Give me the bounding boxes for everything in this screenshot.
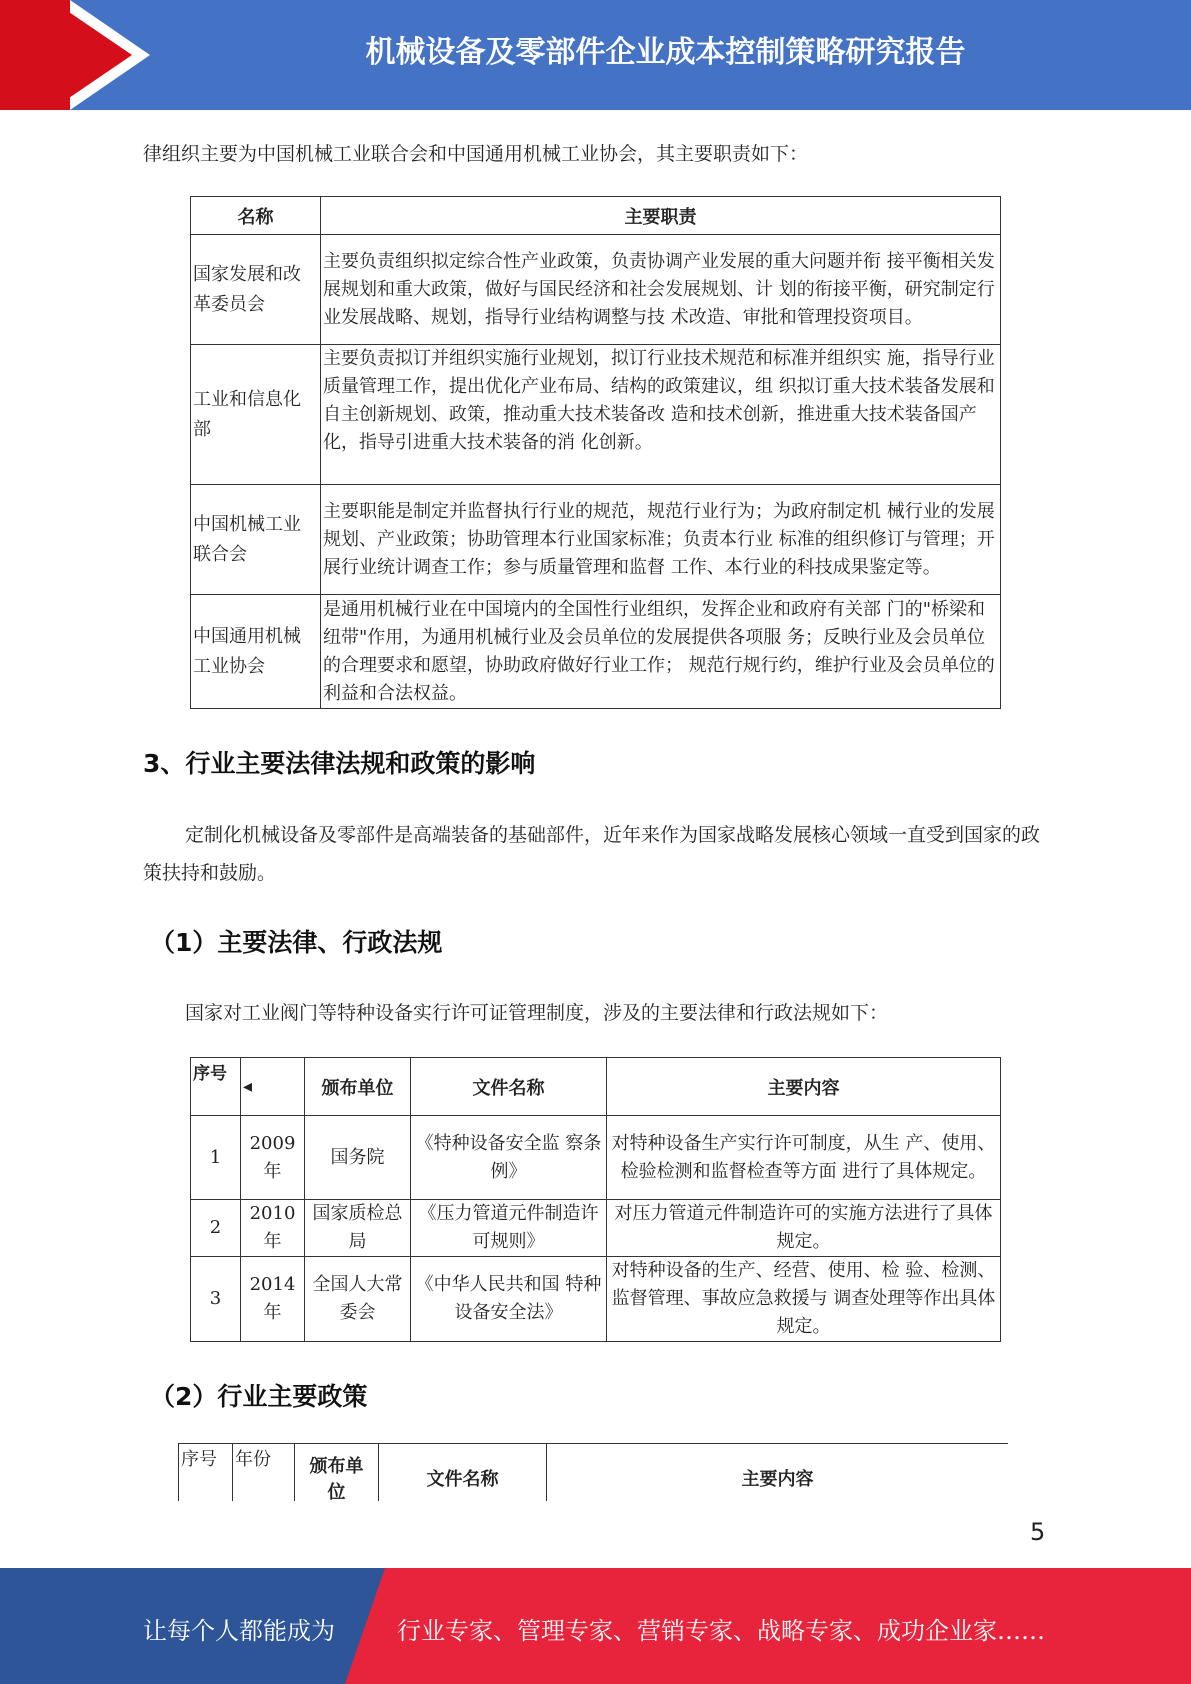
org-duty: 主要负责组织拟定综合性产业政策，负责协调产业发展的重大问题并衔 接平衡相关发展规划和重大政策，做好与国民经济和社会发展规划、计 划的衔接平衡，研究制定行业发展战略、规划，指导行业结构调整与技 术改造、审批和管理投资项目。 xyxy=(321,235,1001,345)
table-header-row xyxy=(191,1058,1001,1116)
table-row xyxy=(191,235,1001,345)
law-table xyxy=(190,1057,1001,1342)
cell-doc: 《中华人民共和国 特种设备安全法》 xyxy=(411,1257,607,1342)
cell-no: 3 xyxy=(191,1257,241,1342)
intro-paragraph: 律组织主要为中国机械工业联合会和中国通用机械工业协会，其主要职责如下： xyxy=(143,143,809,165)
subsection-heading: （1）主要法律、行政法规 xyxy=(150,928,443,957)
col-header-org: 颁布单位 xyxy=(305,1058,411,1116)
cell-year: 2010年 xyxy=(241,1200,305,1257)
policy-table xyxy=(178,1443,1008,1501)
table-row xyxy=(191,1116,1001,1200)
table-row xyxy=(191,345,1001,485)
org-table xyxy=(190,196,1001,709)
subsection-intro: 国家对工业阀门等特种设备实行许可证管理制度，涉及的主要法律和行政法规如下： xyxy=(185,1002,889,1024)
policy-table-clip xyxy=(178,1443,1008,1501)
cell-year: 2009年 xyxy=(241,1116,305,1200)
header-mark-icon: ◂ xyxy=(243,1076,253,1097)
col-header-name: 名称 xyxy=(191,197,321,235)
cell-org: 全国人大常委会 xyxy=(305,1257,411,1342)
table-header-row xyxy=(191,197,1001,235)
section-heading: 3、行业主要法律法规和政策的影响 xyxy=(143,749,536,778)
subsection-heading: （2）行业主要政策 xyxy=(150,1382,368,1411)
col-header-duty: 主要职责 xyxy=(321,197,1001,235)
table-row xyxy=(191,485,1001,595)
table-row xyxy=(191,1200,1001,1257)
report-title: 机械设备及零部件企业成本控制策略研究报告 xyxy=(365,35,966,70)
org-name: 中国通用机械工业协会 xyxy=(191,595,321,709)
cell-content: 对特种设备生产实行许可制度，从生 产、使用、检验检测和监督检查等方面 进行了具体规定。 xyxy=(607,1116,1001,1200)
col-header-no: 序号 xyxy=(179,1444,233,1502)
org-name: 工业和信息化部 xyxy=(191,345,321,485)
section-body: 定制化机械设备及零部件是高端装备的基础部件，近年来作为国家战略发展核心领域一直受到国家的政策扶持和鼓励。 xyxy=(143,824,1041,884)
col-header-content: 主要内容 xyxy=(547,1444,1009,1502)
header-arrow-icon xyxy=(66,10,132,100)
cell-org: 国家质检总局 xyxy=(305,1200,411,1257)
cell-doc: 《特种设备安全监 察条例》 xyxy=(411,1116,607,1200)
col-header-no: 序号 xyxy=(191,1058,241,1116)
col-header-year xyxy=(241,1058,305,1116)
page-number: 5 xyxy=(1030,1518,1046,1546)
table-row xyxy=(191,1257,1001,1342)
cell-no: 2 xyxy=(191,1200,241,1257)
cell-org: 国务院 xyxy=(305,1116,411,1200)
cell-year: 2014年 xyxy=(241,1257,305,1342)
cell-doc: 《压力管道元件制造许可规则》 xyxy=(411,1200,607,1257)
header-red-block xyxy=(0,0,70,110)
col-header-doc: 文件名称 xyxy=(379,1444,547,1502)
col-header-year: 年份 xyxy=(233,1444,295,1502)
col-header-org: 颁布单位 xyxy=(295,1444,379,1502)
col-header-doc: 文件名称 xyxy=(411,1058,607,1116)
cell-content: 对压力管道元件制造许可的实施方法进行了具体规定。 xyxy=(607,1200,1001,1257)
footer-slogan-left: 让每个人都能成为 xyxy=(143,1617,335,1645)
org-name: 国家发展和改革委员会 xyxy=(191,235,321,345)
table-row xyxy=(191,595,1001,709)
footer-slogan-right: 行业专家、管理专家、营销专家、战略专家、成功企业家…… xyxy=(397,1617,1045,1645)
org-duty: 是通用机械行业在中国境内的全国性行业组织，发挥企业和政府有关部 门的"桥梁和纽带"作用，为通用机械行业及会员单位的发展提供各项服 务；反映行业及会员单位的合理要求和愿望，协助政府做好行业工作； 规范行规行约，维护行业及会员单位的利益和合法权益。 xyxy=(321,595,1001,709)
cell-content: 对特种设备的生产、经营、使用、检 验、检测、监督管理、事故应急救援与 调查处理等作出具体规定。 xyxy=(607,1257,1001,1342)
org-duty: 主要负责拟订并组织实施行业规划，拟订行业技术规范和标准并组织实 施，指导行业质量管理工作，提出优化产业布局、结构的政策建议，组 织拟订重大技术装备发展和自主创新规划、政策，推动重大技术装备改 造和技术创新，推进重大技术装备国产化，指导引进重大技术装备的消 化创新。 xyxy=(321,345,1001,485)
col-header-content: 主要内容 xyxy=(607,1058,1001,1116)
org-name: 中国机械工业联合会 xyxy=(191,485,321,595)
org-duty: 主要职能是制定并监督执行行业的规范，规范行业行为；为政府制定机 械行业的发展规划、产业政策；协助管理本行业国家标准；负责本行业 标准的组织修订与管理；开展行业统计调查工作；参与质量管理和监督 工作、本行业的科技成果鉴定等。 xyxy=(321,485,1001,595)
cell-no: 1 xyxy=(191,1116,241,1200)
table-header-row xyxy=(179,1444,1009,1502)
